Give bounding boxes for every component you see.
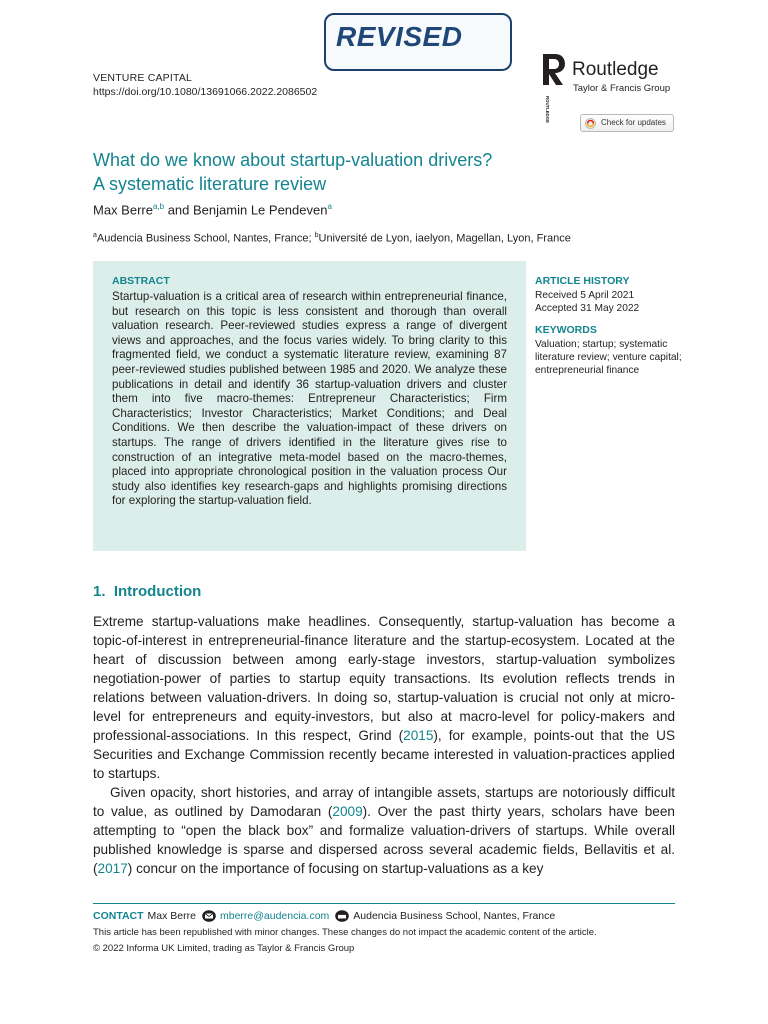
address-icon [335,910,349,922]
paragraph [93,612,675,783]
affiliation-marker: a [93,232,97,239]
author-affiliation-marker[interactable]: a,b [152,202,165,211]
citation-link[interactable]: 2015 [403,728,434,743]
keywords-heading: KEYWORDS [535,324,597,336]
article-title-line2: A systematic literature review [93,174,327,194]
paragraph [93,783,675,878]
received-date: Received 5 April 2021 [535,290,635,301]
citation-link[interactable]: 2009 [332,804,363,819]
affiliation-marker: b [314,232,319,239]
email-icon [202,910,216,922]
author-separator: and [164,202,194,218]
article-history-heading: ARTICLE HISTORY [535,275,630,287]
accepted-date: Accepted 31 May 2022 [535,303,640,314]
keywords-list: Valuation; startup; systematic literature review; venture capital; entrepreneurial finance [535,339,682,376]
affiliation-a: Audencia Business School, Nantes, France; [96,232,315,245]
article-title-line1: What do we know about startup-valuation drivers? [93,150,493,170]
author-name: Benjamin Le Pendeven [193,202,328,218]
author-name: Max Berre [93,202,153,218]
routledge-logo-icon [539,52,567,123]
citation-link[interactable]: 2017 [97,861,128,876]
check-updates-label: Check for updates [601,118,666,127]
introduction-body [93,612,675,878]
author-affiliation-marker[interactable]: a [327,202,332,211]
abstract-heading: ABSTRACT [112,275,170,287]
journal-name: VENTURE CAPITAL [93,72,193,84]
abstract-text: Startup-valuation is a critical area of research within entrepreneurial finance, but research on this topic is less consistent and thorough than overall valuation research. Peer-reviewed studies express a range of divergent views and approaches, and the focus varies widely. To bring clarity to this fragmented field, we conduct a systematic literature review, examining 87 peer-reviewed studies published between 1985 and 2020. We analyze these publications in detail and identify 36 startup-valuation drivers and cluster them into five macro-themes: Entrepreneur Characteristics; Firm Characteristics; Investor Characteristics; Market Conditions; and Deal Conditions. We then describe the valuation-impact of these drivers on startups. The range of drivers identified in the literature gives rise to construction of an integrative meta-model based on the macro-themes, placed into appropriate chronological position in the valuation process Our study also identifies key research-gaps and highlights promising directions for exploring the startup-valuation field. [112,290,507,508]
paragraph-text: ) concur on the importance of focusing on startup-valuations as a key [127,861,544,876]
publisher-name: Routledge [572,59,659,80]
paragraph-text: ), for example, points-out that the US Securities and Exchange Commission recently became interested in valuation-practices applied to startups. [93,728,676,781]
section-heading-introduction: 1. Introduction [93,583,202,600]
journal-doi-link[interactable]: https://doi.org/10.1080/13691066.2022.2086502 [93,86,318,98]
paragraph-text: Given opacity, short histories, and array of intangible assets, startups are notoriously difficult to value, as outlined by Damodaran ( [93,785,675,819]
contact-address: Audencia Business School, Nantes, France [353,910,556,922]
check-for-updates-button[interactable] [580,114,674,132]
affiliations [93,232,571,245]
publisher-subtitle: Taylor & Francis Group [573,83,671,94]
revised-stamp-label: REVISED [336,21,463,52]
republish-note: This article has been republished with minor changes. These changes do not impact the academic content of the article. [93,927,597,938]
routledge-logo-mark-text: ROUTLEDGE [545,96,550,123]
article-title [93,148,653,196]
check-updates-icon [585,118,596,129]
affiliation-b: Université de Lyon, iaelyon, Magellan, Lyon, France [318,232,571,245]
contact-line [93,910,555,922]
copyright-notice: © 2022 Informa UK Limited, trading as Taylor & Francis Group [93,943,355,954]
contact-email-link[interactable]: mberre@audencia.com [219,910,330,922]
revised-stamp [324,13,512,71]
paragraph-text: ). Over the past thirty years, scholars have been attempting to “open the black box” and formalize valuation-drivers of startups. While overall published knowledge is sparse and dispersed across several academic fields, Bellavitis et al. ( [93,804,675,876]
author-line [93,202,332,217]
contact-label: CONTACT [93,910,144,922]
paragraph-text: Extreme startup-valuations make headlines. Consequently, startup-valuation has become a topic-of-interest in entrepreneurial-finance literature and the startup-ecosystem. Located at the heart of discussion between among early-stage investors, startup-valuation symbolizes negotiation-power of parties to startup equity transactions. Its evolution reflects trends in relations between valuation-drivers. In doing so, startup-valuation is crucial not only at micro-level for entrepreneurs and equity-investors, but also at macro-level for policy-makers and professional-associations. In this respect, Grind ( [93,614,675,743]
footer-divider [93,903,675,904]
contact-name: Max Berre [147,910,196,922]
